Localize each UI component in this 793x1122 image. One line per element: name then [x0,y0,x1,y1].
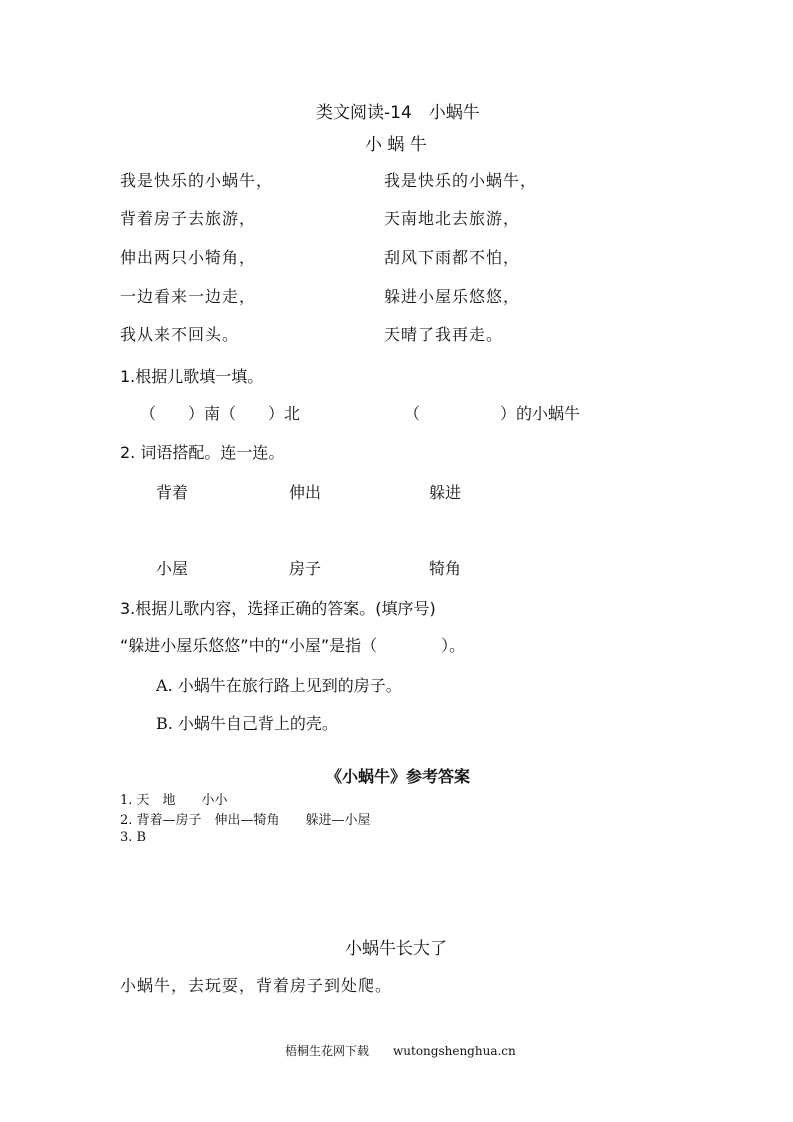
option-a: A. 小蜗牛在旅行路上见到的房子。 [156,676,402,695]
poem-line: 背着房子去旅游， [120,209,257,228]
next-poem-line: 小蜗牛，去玩耍，背着房子到处爬。 [120,976,393,995]
match-word-bottom: 房子 [289,559,322,578]
match-word-bottom: 犄角 [429,559,462,578]
document-title: 类文阅读-14 小蜗牛 [316,103,480,123]
option-b: B. 小蜗牛自己背上的壳。 [156,714,338,733]
next-poem-title: 小蜗牛长大了 [345,939,447,959]
question-1-blank-right: （ ）的小蜗牛 [404,404,581,423]
match-word-top: 背着 [156,483,189,502]
poem-line: 一边看来一边走， [120,287,257,306]
poem-title: 小 蜗 牛 [365,135,427,155]
poem-line: 刮风下雨都不怕， [384,248,521,267]
question-1-prompt: 1.根据儿歌填一填。 [120,367,264,386]
question-2-prompt: 2. 词语搭配。连一连。 [120,443,285,462]
match-word-top: 伸出 [289,483,322,502]
poem-line: 天晴了我再走。 [384,325,504,344]
answer-key-title: 《小蜗牛》参考答案 [326,767,471,786]
poem-line: 天南地北去旅游， [384,209,521,228]
match-word-bottom: 小屋 [156,559,189,578]
poem-line: 我从来不回头。 [120,325,240,344]
answer-line: 2. 背着—房子 伸出—犄角 躲进—小屋 [120,813,371,828]
question-1-blank-left: （ ）南（ ）北 [140,404,301,423]
match-word-top: 躲进 [429,483,462,502]
question-3-text: “躲进小屋乐悠悠”中的“小屋”是指（ ）。 [120,636,466,655]
poem-line: 伸出两只小犄角， [120,248,257,267]
question-3-prompt: 3.根据儿歌内容，选择正确的答案。(填序号) [120,599,436,618]
answer-line: 3. B [120,830,147,845]
poem-line: 我是快乐的小蜗牛， [384,171,538,190]
page-footer: 梧桐生花网下载 wutongshenghua.cn [285,1044,516,1058]
poem-line: 躲进小屋乐悠悠， [384,287,521,306]
poem-line: 我是快乐的小蜗牛， [120,171,274,190]
answer-line: 1. 天 地 小小 [120,793,228,808]
